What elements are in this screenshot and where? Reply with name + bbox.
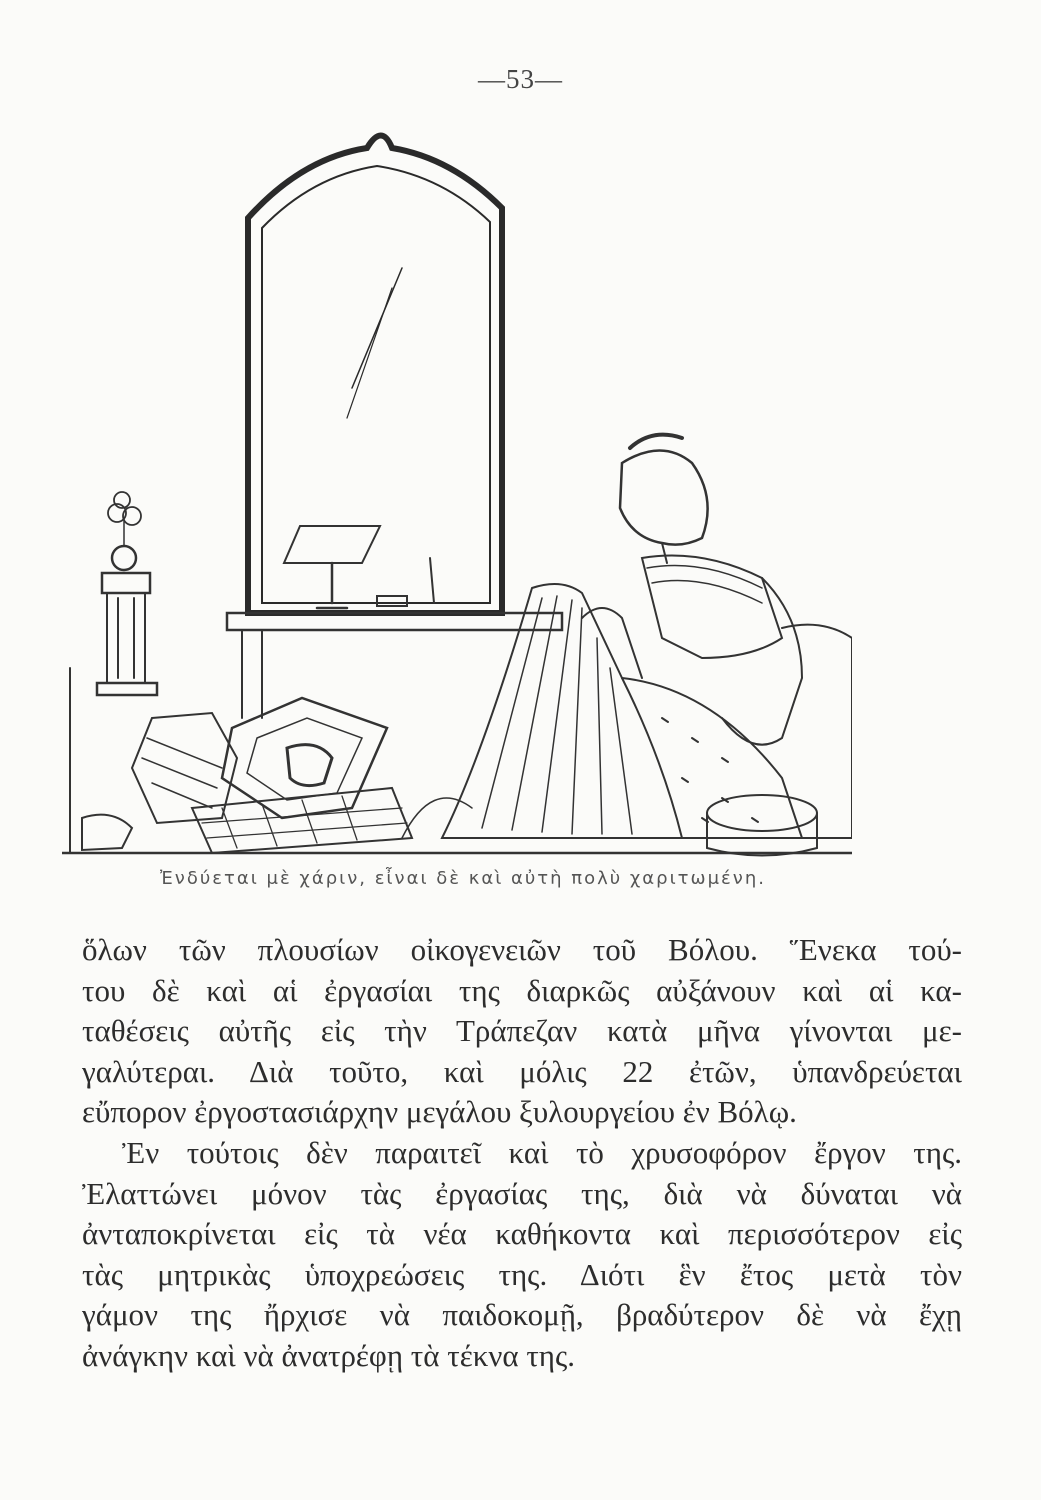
text-line: ἀνταποκρίνεται εἰς τὰ νέα καθήκοντα καὶ περισσότερον εἰς xyxy=(82,1216,962,1252)
text-line: γαλύτεραι. Διὰ τοῦτο, καὶ μόλις 22 ἐτῶν, ὑπανδρεύεται xyxy=(82,1053,962,1089)
illustration-woman-sewing xyxy=(62,118,852,863)
text-line: Ἐν τούτοις δὲν παραιτεῖ καὶ τὸ χρυσοφόρον ἔργον της. xyxy=(122,1134,962,1170)
mirror-drawing xyxy=(248,136,502,614)
text-line: γάμον της ἤρχισε νὰ παιδοκομῇ, βραδύτερον δὲ νὰ ἔχῃ xyxy=(82,1297,962,1333)
text-line: Ἐλαττώνει μόνον τὰς ἐργασίας της, διὰ νὰ δύναται νὰ xyxy=(82,1175,962,1211)
page-number: —53— xyxy=(478,64,563,94)
text-line: ταθέσεις αὐτῆς εἰς τὴν Τράπεζαν κατὰ μῆνα γίνονται με- xyxy=(82,1013,962,1049)
text-line: εὔπορον ἐργοστασιάρχην μεγάλου ξυλουργείου ἐν Βόλῳ. xyxy=(82,1094,797,1130)
pillows-drawing xyxy=(62,698,852,853)
text-line: τὰς μητρικὰς ὑποχρεώσεις της. Διότι ἓν ἔτος μετὰ τὸν xyxy=(82,1256,962,1292)
text-line: ὅλων τῶν πλουσίων οἰκογενειῶν τοῦ Βόλου. Ἕνεκα τού- xyxy=(82,932,962,967)
fabric-drawing xyxy=(402,584,802,838)
woman-drawing xyxy=(582,435,802,745)
illustration-caption: Ἐνδύεται μὲ χάριν, εἶναι δὲ καὶ αὐτὴ πολὺ χαριτωμένη. xyxy=(160,868,766,889)
column-drawing xyxy=(70,492,157,853)
mantel-drawing xyxy=(227,526,562,718)
text-line: ἀνάγκην καὶ νὰ ἀνατρέφῃ τὰ τέκνα της. xyxy=(82,1337,576,1373)
body-text xyxy=(82,930,962,1377)
text-line: του δὲ καὶ αἱ ἐργασίαι της διαρκῶς αὐξάνουν καὶ αἱ κα- xyxy=(82,972,962,1008)
